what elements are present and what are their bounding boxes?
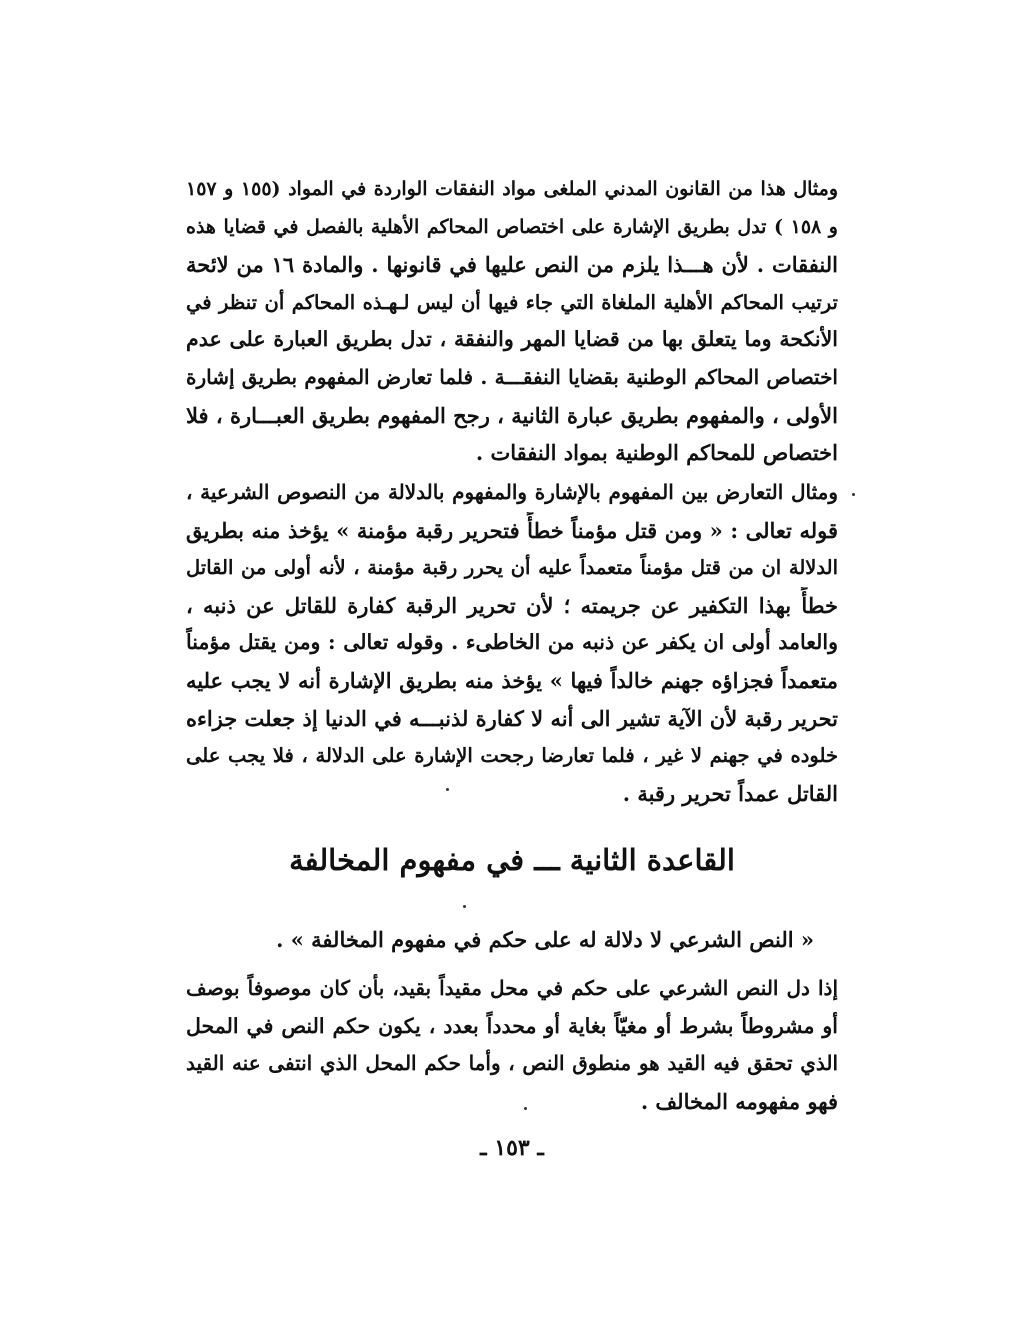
page-number: ـ ١٥٣ ـ — [480, 1135, 544, 1161]
paragraph-line: النفقات . لأن هـــذا يلزم من النص عليها في قانونها . والمادة ١٦ من لائحة — [186, 252, 838, 278]
paragraph-3 — [186, 970, 838, 1120]
paragraph-line: خلوده في جهنم لا غير ، فلما تعارضا رجحت الإشارة على الدلالة ، فلا يجب على — [186, 744, 838, 768]
scan-speck — [852, 493, 855, 496]
paragraph-line: ومثال هذا من القانون المدني الملغى مواد النفقات الواردة في المواد (١٥٥ و ١٥٧ — [186, 178, 838, 200]
paragraph-line: الأنكحة وما يتعلق بها من قضايا المهر والنفقة ، تدل بطريق العبارة على عدم — [186, 327, 838, 352]
paragraph-line: اختصاص للمحاكم الوطنية بمواد النفقات . — [475, 440, 838, 466]
paragraph-line: اختصاص المحاكم الوطنية بقضايا النفقـــة . فلما تعارض المفهوم بطريق إشارة — [186, 364, 838, 389]
scan-speck — [446, 788, 449, 791]
paragraph-line: متعمداً فجزاؤه جهنم خالداً فيها » يؤخذ منه بطريق الإشارة أنه لا يجب عليه — [186, 667, 838, 693]
scan-speck — [524, 1107, 527, 1110]
paragraph-line: و ١٥٨ ) تدل بطريق الإشارة على اختصاص المحاكم الأهلية بالفصل في قضايا هذه — [186, 215, 838, 238]
paragraph-2 — [186, 474, 838, 812]
paragraph-line: خطأً بهذا التكفير عن جريمته ؛ لأن تحرير الرقبة كفارة للقاتل عن ذنبه ، — [186, 592, 838, 618]
paragraph-line: القاتل عمداً تحرير رقبة . — [622, 780, 838, 806]
section-heading: القاعدة الثانية ـــ في مفهوم المخالفة — [289, 843, 735, 877]
paragraph-line: تحرير رقبة لأن الآية تشير الى أنه لا كفارة لذنبـــه في الدنيا إذ جعلت جزاءه — [186, 705, 838, 731]
paragraph-1 — [186, 171, 838, 472]
paragraph-line: الدلالة ان من قتل مؤمناً متعمداً عليه أن يحرر رقبة مؤمنة ، لأنه أولى من القاتل — [186, 556, 838, 580]
paragraph-line: ومثال التعارض بين المفهوم بالإشارة والمفهوم بالدلالة من النصوص الشرعية ، — [186, 480, 838, 504]
paragraph-line: ترتيب المحاكم الأهلية الملغاة التي جاء فيها أن ليس لـهـذه المحاكم أن تنظر في — [186, 290, 838, 314]
paragraph-line: والعامد أولى ان يكفر عن ذنبه من الخاطىء . وقوله تعالى : ومن يقتل مؤمناً — [186, 630, 838, 655]
scan-speck — [463, 905, 466, 908]
paragraph-line: أو مشروطاً بشرط أو مغيّاً بغاية أو محدداً بعدد ، يكون حكم النص في المحل — [186, 1013, 838, 1038]
paragraph-line: قوله تعالى : « ومن قتل مؤمناً خطأً فتحرير رقبة مؤمنة » يؤخذ منه بطريق — [186, 517, 838, 543]
paragraph-line: الذي تحقق فيه القيد هو منطوق النص ، وأما حكم المحل الذي انتفى عنه القيد — [186, 1051, 838, 1076]
rule-statement: « النص الشرعي لا دلالة له على حكم في مفهوم المخالفة » . — [276, 927, 814, 952]
paragraph-line: فهو مفهومه المخالف . — [640, 1088, 838, 1114]
paragraph-line: الأولى ، والمفهوم بطريق عبارة الثانية ، رجح المفهوم بطريق العبـــارة ، فلا — [186, 402, 838, 428]
paragraph-line: إذا دل النص الشرعي على حكم في محل مقيداً بقيد، بأن كان موصوفاً بوصف — [186, 976, 838, 1000]
